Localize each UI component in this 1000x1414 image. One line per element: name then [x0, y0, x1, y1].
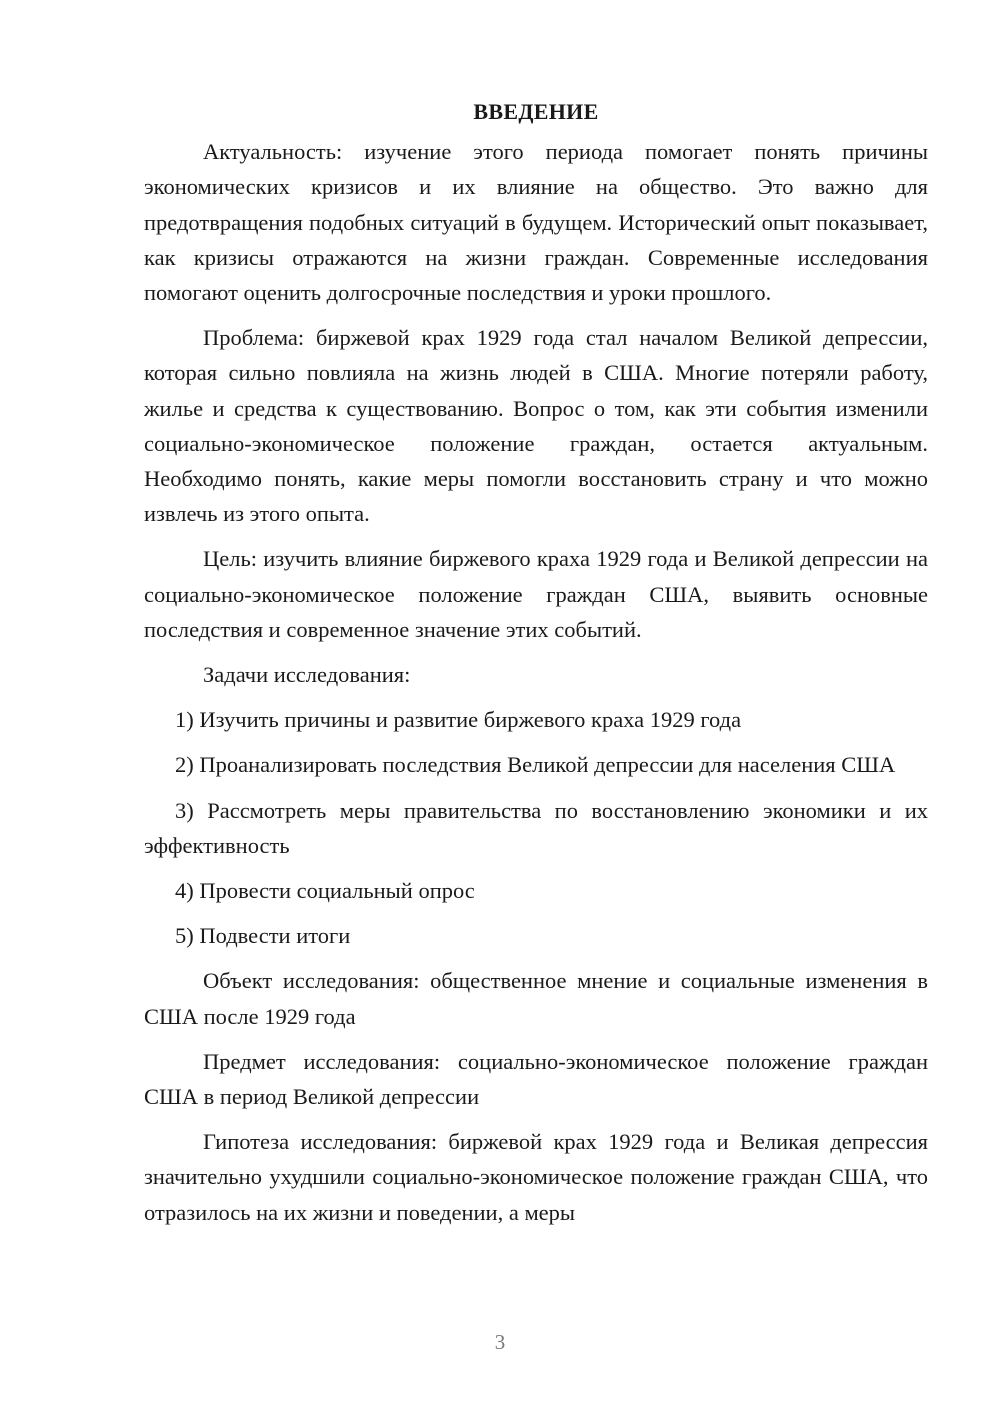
- research-object-paragraph: Объект исследования: общественное мнение и социальные изменения в США после 1929 года: [144, 968, 928, 1029]
- task-item-5: 5) Подвести итоги: [175, 923, 351, 949]
- tasks-heading: Задачи исследования:: [203, 662, 411, 688]
- task-item-4: 4) Провести социальный опрос: [175, 878, 475, 904]
- page-number: 3: [494, 1330, 506, 1354]
- section-title: ВВЕДЕНИЕ: [473, 99, 599, 124]
- page-body: [144, 94, 928, 1240]
- task-item-3: 3) Рассмотреть меры правительства по восстановлению экономики и их эффективность: [144, 797, 928, 858]
- relevance-paragraph: Актуальность: изучение этого периода помогает понять причины экономических кризисов и их влияние на общество. Это важно для предотвращения подобных ситуаций в будущем. Исторический опыт показывает, как кризисы отражаются на жизни граждан. Современные исследования помогают оценить долгосрочные последствия и уроки прошлого.: [144, 139, 928, 306]
- goal-paragraph: Цель: изучить влияние биржевого краха 1929 года и Великой депрессии на социально-экономическое положение граждан США, выявить основные последствия и современное значение этих событий.: [144, 546, 928, 642]
- research-subject-paragraph: Предмет исследования: социально-экономическое положение граждан США в период Великой депрессии: [144, 1048, 928, 1110]
- hypothesis-paragraph: Гипотеза исследования: биржевой крах 1929 года и Великая депрессия значительно ухудшили социально-экономическое положение граждан США, что отразилось на их жизни и поведении, а меры: [144, 1129, 928, 1225]
- task-item-2: 2) Проанализировать последствия Великой депрессии для населения США: [175, 752, 896, 778]
- task-item-1: 1) Изучить причины и развитие биржевого краха 1929 года: [175, 707, 742, 733]
- problem-paragraph: Проблема: биржевой крах 1929 года стал началом Великой депрессии, которая сильно повлияла на жизнь людей в США. Многие потеряли работу, жилье и средства к существованию. Вопрос о том, как эти события изменили социально-экономическое положение граждан, остается актуальным. Необходимо понять, какие меры помогли восстановить страну и что можно извлечь из этого опыта.: [144, 325, 928, 527]
